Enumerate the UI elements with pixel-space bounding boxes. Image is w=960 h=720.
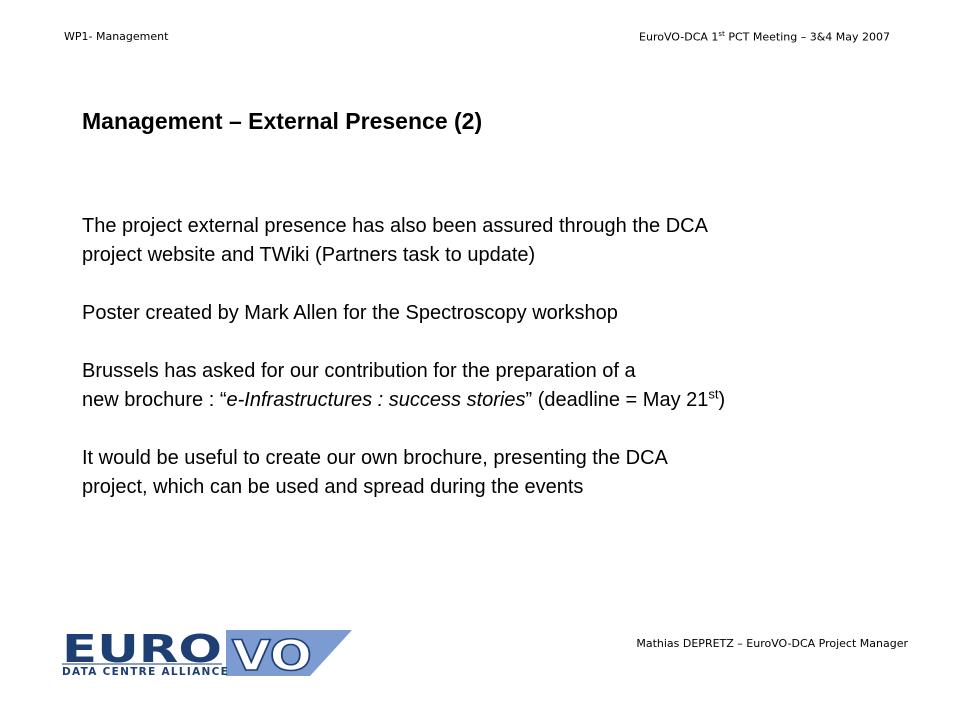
header-right: EuroVO-DCA 1st PCT Meeting – 3&4 May 2007 — [639, 30, 890, 44]
paragraph-poster: Poster created by Mark Allen for the Spectroscopy workshop — [82, 302, 618, 324]
paragraph-website: The project external presence has also been assured through the DCA project website and TWiki (Partners task to update) — [82, 215, 708, 266]
header-left: WP1- Management — [64, 30, 169, 43]
slide-body — [82, 212, 902, 531]
logo-euro-text: EURO — [62, 628, 222, 671]
logo-vo-text: VO — [232, 631, 312, 680]
brochure-title: e-Infrastructures : success stories — [226, 389, 526, 411]
paragraph-brochure-request: Brussels has asked for our contribution for the preparation of a new brochure : “e-Infrastructures : success stories” (deadline = May 21st) — [82, 360, 726, 411]
paragraph-own-brochure: It would be useful to create our own brochure, presenting the DCA project, which can be used and spread during the events — [82, 447, 668, 498]
logo-tagline: DATA CENTRE ALLIANCE — [62, 666, 230, 678]
slide-title: Management – External Presence (2) — [82, 108, 483, 134]
footer-credit: Mathias DEPRETZ – EuroVO-DCA Project Manager — [636, 637, 908, 650]
